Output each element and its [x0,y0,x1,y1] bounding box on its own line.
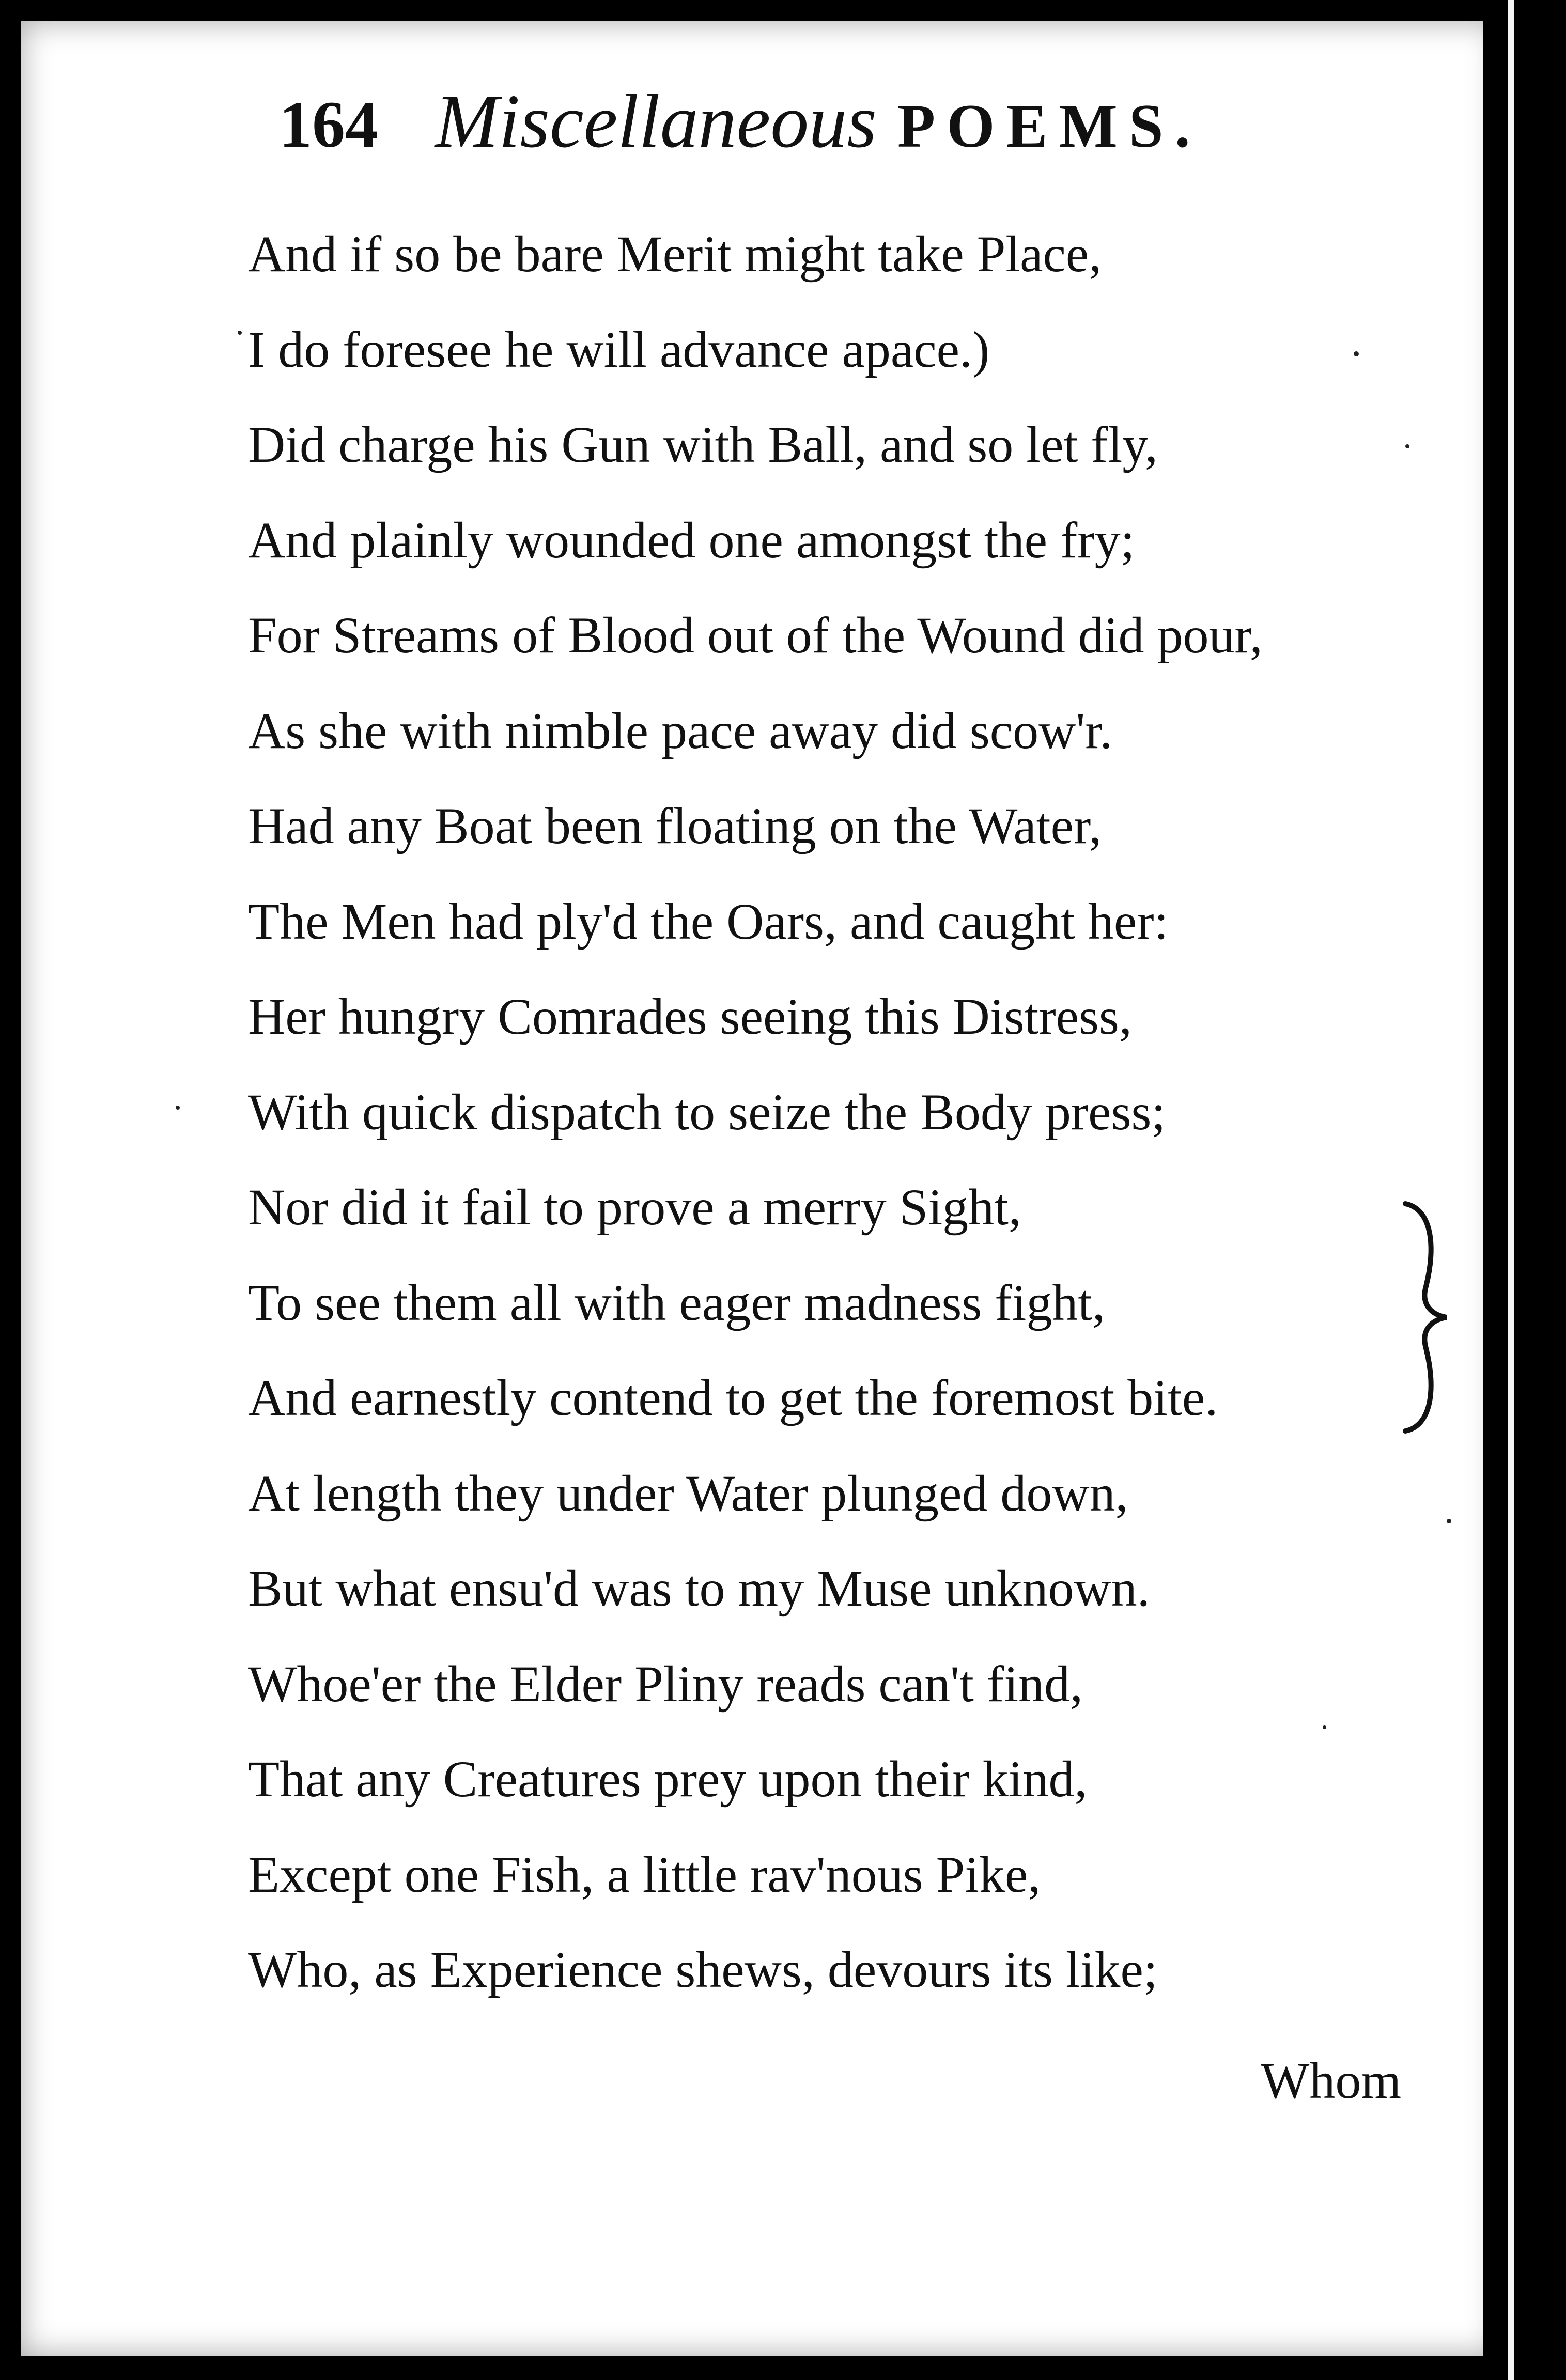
verse-line: Did charge his Gun with Ball, and so let fly, [248,416,1158,473]
verse-line: Her hungry Comrades seeing this Distress, [248,988,1132,1045]
verse-line: But what ensu'd was to my Muse unknown. [248,1560,1150,1617]
verse-line: And if so be bare Merit might take Place, [248,225,1102,283]
triplet-brace-icon [1395,1199,1452,1436]
scan-speck [176,1106,180,1110]
verse-line: The Men had ply'd the Oars, and caught her: [248,892,1169,950]
running-head-italic: Miscellaneous [435,79,877,164]
scan-speck [1447,1519,1451,1523]
verse-line: Whoe'er the Elder Pliny reads can't find, [248,1655,1083,1713]
catchword: Whom [1261,2052,1402,2109]
page-number: 164 [279,88,378,161]
verse-line: And earnestly contend to get the foremost bite. [248,1369,1218,1426]
verse-line: And plainly wounded one amongst the fry; [248,511,1135,569]
verse-line: That any Creatures prey upon their kind, [248,1750,1088,1808]
page-gutter [1483,0,1566,2380]
verse-line: As she with nimble pace away did scow'r. [248,702,1113,759]
verse-line: To see them all with eager madness fight, [248,1273,1106,1331]
verse-line: I do foresee he will advance apace.) [248,320,990,378]
verse-line: Except one Fish, a little rav'nous Pike, [248,1845,1041,1903]
page-header [279,77,1202,170]
scan-speck [1405,444,1409,448]
verse-line: At length they under Water plunged down, [248,1464,1128,1522]
verse-line: With quick dispatch to seize the Body press; [248,1083,1166,1141]
verse-line: Nor did it fail to prove a merry Sight, [248,1178,1021,1236]
scan-speck [1323,1725,1326,1729]
scan-speck [1354,351,1359,356]
book-page [21,21,1498,2356]
poem-verse [248,207,1263,2018]
verse-line: Who, as Experience shews, devours its like; [248,1941,1158,1998]
gutter-edge [1508,0,1514,2380]
running-head-caps: POEMS. [897,91,1202,160]
verse-line: Had any Boat been floating on the Water, [248,797,1102,854]
verse-line: For Streams of Blood out of the Wound did pour, [248,606,1263,664]
scan-speck [238,331,242,335]
